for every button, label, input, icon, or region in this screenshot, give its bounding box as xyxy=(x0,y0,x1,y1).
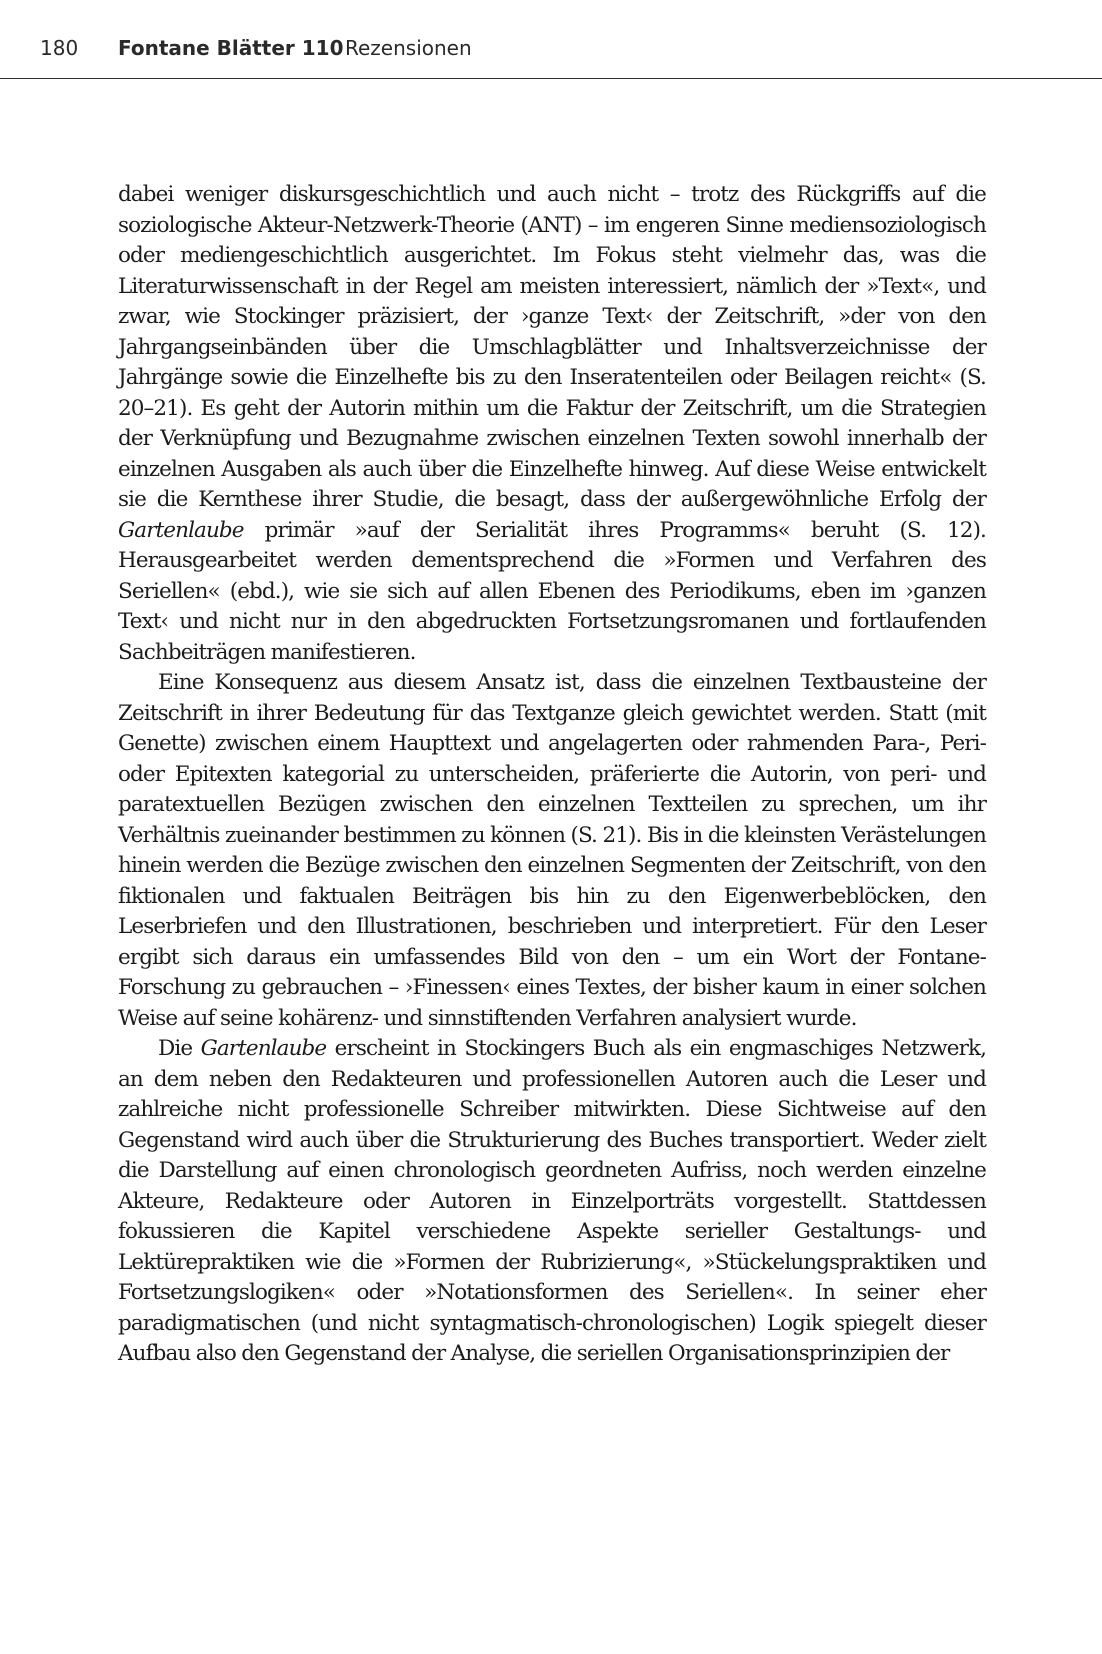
running-head xyxy=(0,0,1102,79)
journal-title: Fontane Blätter 110 xyxy=(118,36,344,60)
section-title: Rezensionen xyxy=(345,36,472,60)
text-run: Eine Konsequenz aus diesem Ansatz ist, dass die einzelnen Textbausteine der Zeitschrift in ihrer Bedeutung für das Textganze gleich gewichtet werden. Statt (mit Genette) zwischen einem Haupttext und angelagerten oder rahmenden Para-, Peri- oder Epitexten kategorial zu unterscheiden, präferierte die Autorin, von peri- und paratextuellen Bezügen zwischen den einzelnen Textteilen zu sprechen, um ihr Verhältnis zueinander bestimmen zu können (S. 21). Bis in die kleinsten Verästelungen hinein werden die Bezüge zwischen den einzelnen Segmenten der Zeitschrift, von den fiktionalen und faktualen Beiträgen bis hin zu den Eigenwerbeblöcken, den Leserbriefen und den Illustrationen, beschrieben und interpretiert. Für den Leser ergibt sich daraus ein umfassendes Bild von den – um ein Wort der Fontane-Forschung zu gebrauchen – ›Finessen‹ eines Textes, der bisher kaum in einer solchen Weise auf seine kohärenz- und sinnstiftenden Verfahren analysiert wurde. xyxy=(118,670,986,1031)
paragraph xyxy=(118,1034,986,1370)
text-run: Die xyxy=(158,1036,201,1061)
page-number: 180 xyxy=(40,36,79,60)
text-run: erscheint in Stockingers Buch als ein engmaschiges Netzwerk, an dem neben den Redakteuren und professionellen Autoren auch die Leser und zahlreiche nicht professionelle Schreiber mitwirkten. Diese Sichtweise auf den Gegenstand wird auch über die Strukturierung des Buches transportiert. Weder zielt die Darstellung auf einen chronologisch geordneten Aufriss, noch werden einzelne Akteure, Redakteure oder Autoren in Einzelporträts vorgestellt. Stattdessen fokussieren die Kapitel verschiedene Aspekte serieller Gestaltungs- und Lektürepraktiken wie die »Formen der Rubrizierung«, »Stückelungspraktiken und Fortsetzungslogiken« oder »Notationsformen des Seriellen«. In seiner eher paradigmatischen (und nicht syntagmatisch-chronologischen) Logik spiegelt dieser Aufbau also den Gegenstand der Analyse, die seriellen Organisationsprinzipien der xyxy=(118,1036,987,1366)
body-text xyxy=(118,180,986,1370)
text-run: dabei weniger diskursgeschichtlich und auch nicht – trotz des Rückgriffs auf die soziologische Akteur-Netzwerk-Theorie (ANT) – im engeren Sinne mediensoziologisch oder mediengeschichtlich ausgerichtet. Im Fokus steht vielmehr das, was die Literaturwissenschaft in der Regel am meisten interessiert, nämlich der »Text«, und zwar, wie Stockinger präzisiert, der ›ganze Text‹ der Zeitschrift, »der von den Jahrgangseinbänden über die Umschlagblätter und Inhaltsverzeichnisse der Jahrgänge sowie die Einzelhefte bis zu den Inseratenteilen oder Beilagen reicht« (S. 20–21). Es geht der Autorin mithin um die Faktur der Zeitschrift, um die Strategien der Verknüpfung und Bezugnahme zwischen einzelnen Texten sowohl innerhalb der einzelnen Ausgaben als auch über die Einzelhefte hinweg. Auf diese Weise entwickelt sie die Kernthese ihrer Studie, die besagt, dass der außergewöhnliche Erfolg der xyxy=(118,182,986,512)
paragraph xyxy=(118,668,986,1034)
italic-title: Gartenlaube xyxy=(118,517,244,543)
text-run: primär »auf der Serialität ihres Programms« beruht (S. 12). Herausgearbeitet werden dementsprechend die »Formen und Verfahren des Seriellen« (ebd.), wie sie sich auf allen Ebenen des Periodikums, eben im ›ganzen Text‹ und nicht nur in den abgedruckten Fortsetzungsromanen und fortlaufenden Sachbeiträgen manifestieren. xyxy=(118,517,986,665)
italic-title: Gartenlaube xyxy=(200,1036,327,1061)
paragraph xyxy=(118,180,986,668)
